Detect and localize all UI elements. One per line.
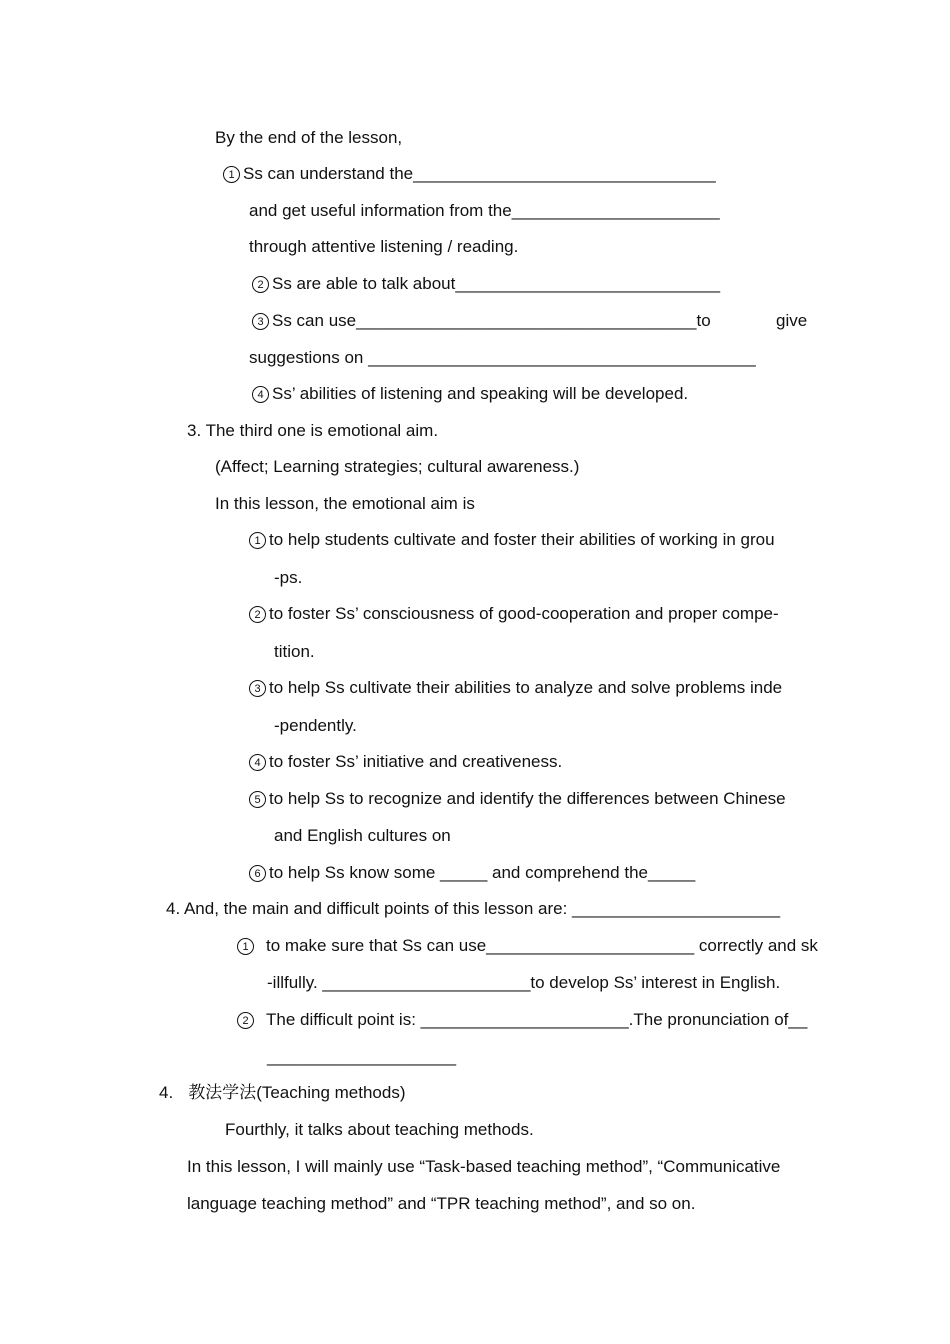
circled-number: 1 [223, 166, 240, 183]
text-line: language teaching method” and “TPR teaching method”, and so on. [187, 1194, 696, 1213]
text-line: through attentive listening / reading. [249, 237, 519, 256]
list-item: 2 Ss are able to talk about____________________________ [252, 273, 720, 295]
list-item: 5 to help Ss to recognize and identify the differences between Chinese [249, 788, 786, 810]
text-line: suggestions on _________________________________________ [249, 348, 756, 367]
text-line: In this lesson, the emotional aim is [215, 494, 475, 513]
circled-number: 1 [237, 938, 254, 955]
circled-number: 6 [249, 865, 266, 882]
list-item: 3 Ss can use____________________________________to [252, 310, 711, 332]
section-heading: 4. And, the main and difficult points of this lesson are: ______________________ [166, 899, 781, 918]
list-item: 1 to help students cultivate and foster their abilities of working in grou [249, 529, 775, 551]
list-item: 1 to make sure that Ss can use______________________ correctly and sk [237, 935, 818, 957]
text-line: Fourthly, it talks about teaching methods. [225, 1120, 534, 1139]
circled-number: 5 [249, 791, 266, 808]
list-item: 4 to foster Ss’ initiative and creativeness. [249, 751, 562, 773]
text-line: In this lesson, I will mainly use “Task-based teaching method”, “Communicative [187, 1157, 781, 1176]
text-line: -illfully. ______________________to develop Ss’ interest in English. [267, 973, 781, 992]
circled-number: 4 [249, 754, 266, 771]
circled-number: 2 [252, 276, 269, 293]
circled-number: 2 [249, 606, 266, 623]
circled-number: 4 [252, 386, 269, 403]
circled-number: 2 [237, 1012, 254, 1029]
text-line: -ps. [274, 568, 303, 587]
text-line: and English cultures on [274, 826, 451, 845]
circled-number: 3 [249, 680, 266, 697]
circled-number: 1 [249, 532, 266, 549]
list-item: 2 The difficult point is: ______________________.The pronunciation of__ [237, 1009, 807, 1031]
circled-number: 3 [252, 313, 269, 330]
text-line: ____________________ [267, 1047, 457, 1066]
section-heading: 3. The third one is emotional aim. [187, 421, 439, 440]
list-item: 6 to help Ss know some _____ and comprehend the_____ [249, 862, 695, 884]
text-line: and get useful information from the______________________ [249, 201, 720, 220]
list-item: 4 Ss’ abilities of listening and speaking will be developed. [252, 383, 688, 405]
list-item: 3 to help Ss cultivate their abilities to analyze and solve problems inde [249, 677, 782, 699]
text-line: By the end of the lesson, [215, 128, 403, 147]
list-item: 2 to foster Ss’ consciousness of good-cooperation and proper compe- [249, 603, 779, 625]
list-item: 1 Ss can understand the________________________________ [223, 163, 716, 185]
text-line: tition. [274, 642, 315, 661]
text-fragment: give [776, 311, 808, 330]
text-line: (Affect; Learning strategies; cultural awareness.) [215, 457, 580, 476]
text-line: -pendently. [274, 716, 357, 735]
section-heading: 4. 教法学法(Teaching methods) [159, 1083, 406, 1103]
